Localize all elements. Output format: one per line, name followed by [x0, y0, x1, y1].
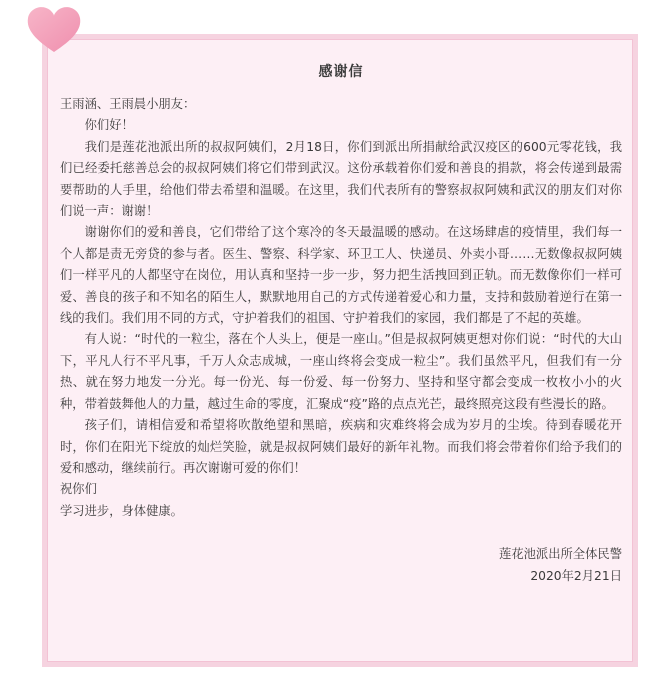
- paragraph-3: 有人说：“时代的一粒尘，落在个人头上，便是一座山。”但是叔叔阿姨更想对你们说：“时代的大山下，平凡人行不平凡事，千万人众志成城，一座山终将会变成一粒尘”。我们虽然平凡，但我们有一分热、就在努力地发一分光。每一份光、每一份爱、每一份努力、坚持和坚守都会变成一枚枚小小的火种，带着鼓舞他人的力量，越过生命的零度，汇聚成“疫”路的点点光芒，最终照亮这段有些漫长的路。: [60, 332, 622, 411]
- paragraph-2: 谢谢你们的爱和善良，它们带给了这个寒冷的冬天最温暖的感动。在这场肆虐的疫情里，我们每一个人都是责无旁贷的参与者。医生、警察、科学家、环卫工人、快递员、外卖小哥……无数像叔叔阿姨们一样平凡的人都坚守在岗位，用认真和坚持一步一步，努力把生活拽回到正轨。而无数像你们一样可爱、善良的孩子和不知名的陌生人，默默地用自己的方式传递着爱心和力量，支持和鼓励着逆行在第一线的我们。我们用不同的方式，守护着我们的祖国、守护着我们的家园，我们都是了不起的英雄。: [60, 225, 622, 326]
- paragraph-1: 我们是莲花池派出所的叔叔阿姨们，2月18日，你们到派出所捐献给武汉疫区的600元零花钱，我们已经委托慈善总会的叔叔阿姨们将它们带到武汉。这份承载着你们爱和善良的捐款，将会传递到最需要帮助的人手里，给他们带去希望和温暖。在这里，我们代表所有的警察叔叔阿姨和武汉的朋友们对你们说一声：谢谢！: [60, 139, 622, 219]
- paragraph-4: 孩子们，请相信爱和希望将吹散绝望和黑暗，疾病和灾难终将会成为岁月的尘埃。待到春暖花开时，你们在阳光下绽放的灿烂笑脸，就是叔叔阿姨们最好的新年礼物。而我们将会带着你们给予我们的爱和感动，继续前行。再次谢谢可爱的你们！: [60, 418, 622, 475]
- letter-frame: [42, 34, 638, 667]
- closing-blessing: 学习进步，身体健康。: [60, 503, 183, 518]
- signature: 莲花池派出所全体民警: [499, 547, 622, 562]
- letter-title: 感谢信: [318, 64, 364, 80]
- greeting: 你们好！: [84, 118, 134, 133]
- letter-body: [60, 94, 622, 522]
- salutation: 王雨涵、王雨晨小朋友：: [60, 97, 196, 111]
- heart-icon: [24, 2, 84, 56]
- closing-wish: 祝你们: [60, 482, 97, 497]
- letter-date: 2020年2月21日: [530, 569, 622, 584]
- letter-paper: [47, 39, 633, 662]
- signature-block: [60, 543, 622, 587]
